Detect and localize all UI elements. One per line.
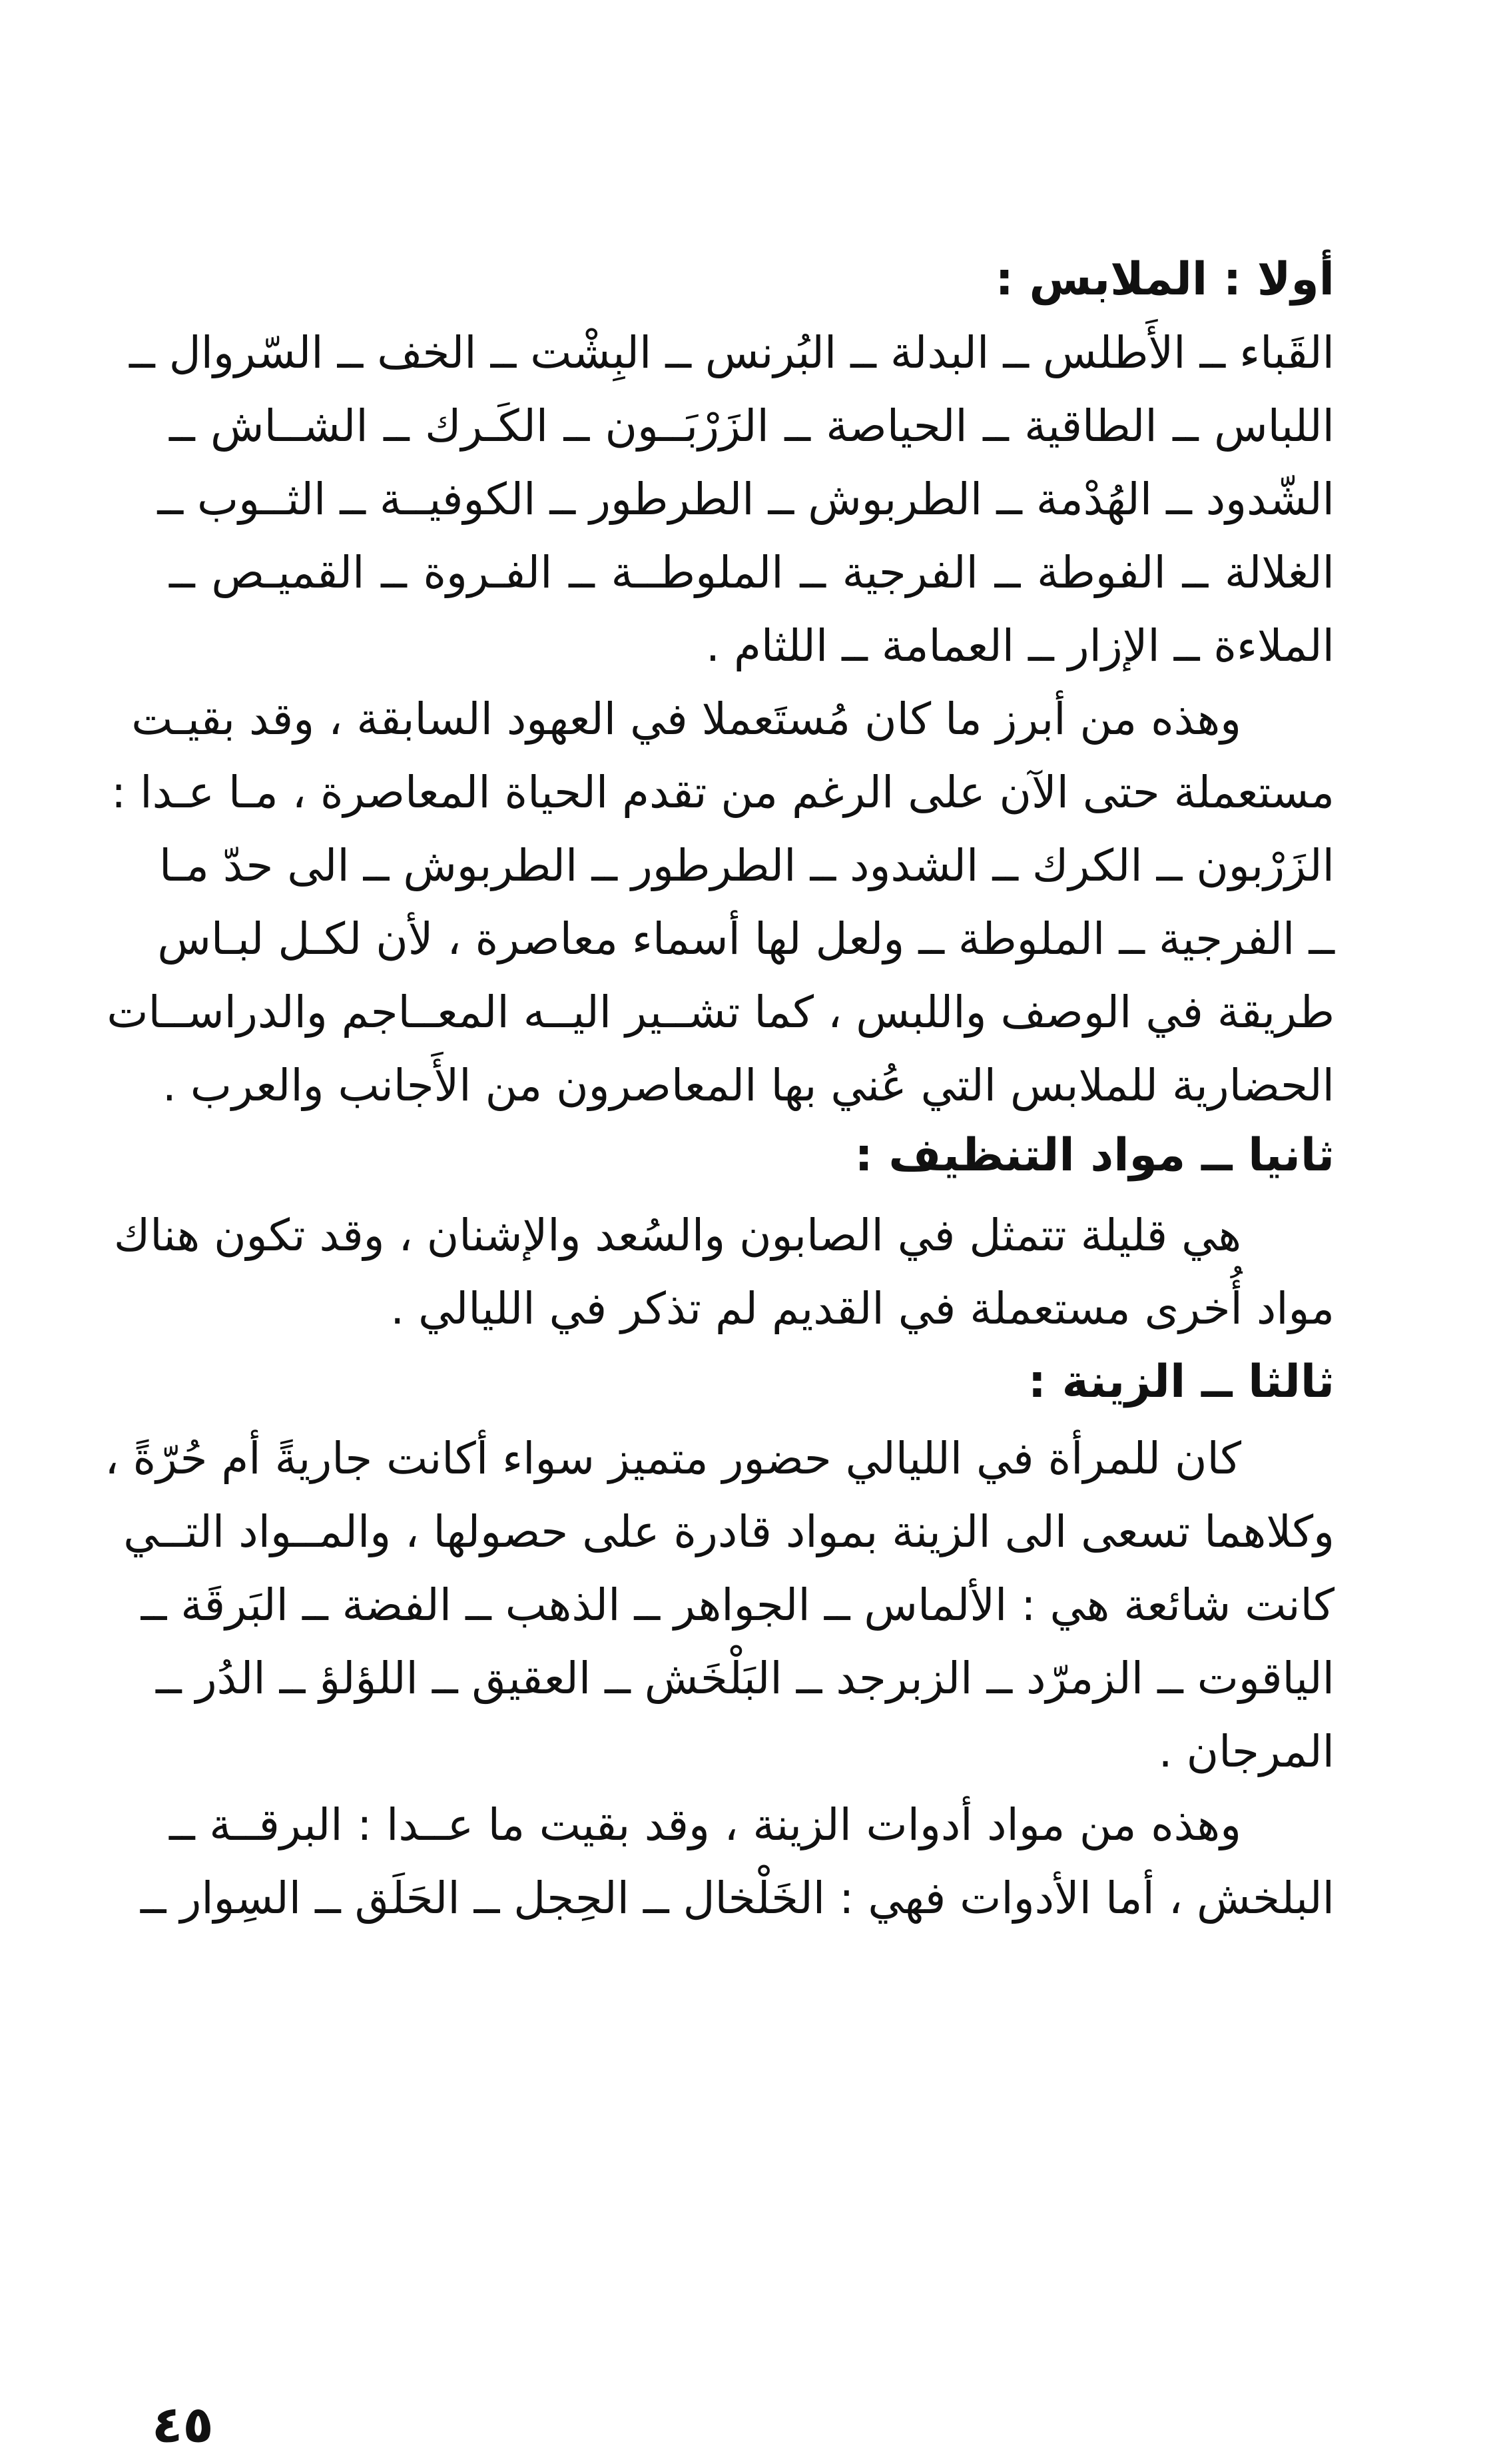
section-heading-clothing: أولا : الملابس : [995, 253, 1335, 306]
text-line: وكلاهما تسعى الى الزينة بمواد قادرة على حصولها ، والمــواد التــي [123, 1506, 1335, 1557]
page-number: ٤٥ [152, 2395, 214, 2454]
paragraph-first-line: هي قليلة تتمثل في الصابون والسُعد والإشنان ، وقد تكون هناك [113, 1210, 1241, 1261]
section-heading-adornment: ثالثا ــ الزينة : [1028, 1356, 1335, 1408]
text-line: مواد أُخرى مستعملة في القديم لم تذكر في الليالي . [390, 1283, 1335, 1334]
text-line: الملاءة ــ الإزار ــ العمامة ــ اللثام . [706, 620, 1335, 671]
text-line: مستعملة حتى الآن على الرغم من تقدم الحياة المعاصرة ، مـا عـدا : [111, 767, 1335, 818]
text-line: كانت شائعة هي : الألماس ــ الجواهر ــ الذهب ــ الفضة ــ البَرقَة ــ [141, 1579, 1335, 1631]
text-line: البلخش ، أما الأدوات فهي : الخَلْخال ــ الحِجل ــ الحَلَق ــ السِوار ــ [140, 1872, 1335, 1924]
text-line: الشّدود ــ الهُدْمة ــ الطربوش ــ الطرطور ــ الكوفيــة ــ الثــوب ــ [157, 474, 1335, 525]
text-line: ــ الفرجية ــ الملوطة ــ ولعل لها أسماء معاصرة ، لأن لكـل لبـاس [157, 913, 1335, 965]
paragraph-first-line: كان للمرأة في الليالي حضور متميز سواء أكانت جاريةً أم حُرّةً ، [105, 1433, 1241, 1484]
text-line: القَباء ــ الأَطلس ــ البدلة ــ البُرنس ــ البِشْت ــ الخف ــ السّروال ــ [129, 327, 1335, 378]
text-line: طريقة في الوصف واللبس ، كما تشــير اليــه المعــاجم والدراســات [107, 987, 1335, 1038]
paragraph-first-line: وهذه من أبرز ما كان مُستَعملا في العهود السابقة ، وقد بقيـت [131, 693, 1241, 745]
text-line: المرجان . [1158, 1726, 1335, 1777]
text-line: الزَرْبون ــ الكرك ــ الشدود ــ الطرطور ــ الطربوش ــ الى حدّ مـا [159, 840, 1335, 891]
text-line: الغلالة ــ الفوطة ــ الفرجية ــ الملوطــة ــ الفـروة ــ القميـص ــ [169, 547, 1335, 598]
text-line: اللباس ــ الطاقية ــ الحياصة ــ الزَرْبَــون ــ الكَـرك ــ الشــاش ــ [169, 400, 1335, 452]
paragraph-first-line: وهذه من مواد أدوات الزينة ، وقد بقيت ما عــدا : البرقــة ــ [169, 1799, 1241, 1850]
text-line: الحضارية للملابس التي عُني بها المعاصرون من الأَجانب والعرب . [162, 1060, 1335, 1111]
text-line: الياقوت ــ الزمرّد ــ الزبرجد ــ البَلْخَش ــ العقيق ــ اللؤلؤ ــ الدُر ــ [156, 1653, 1335, 1704]
section-heading-cleaning: ثانيا ــ مواد التنظيف : [854, 1129, 1335, 1182]
